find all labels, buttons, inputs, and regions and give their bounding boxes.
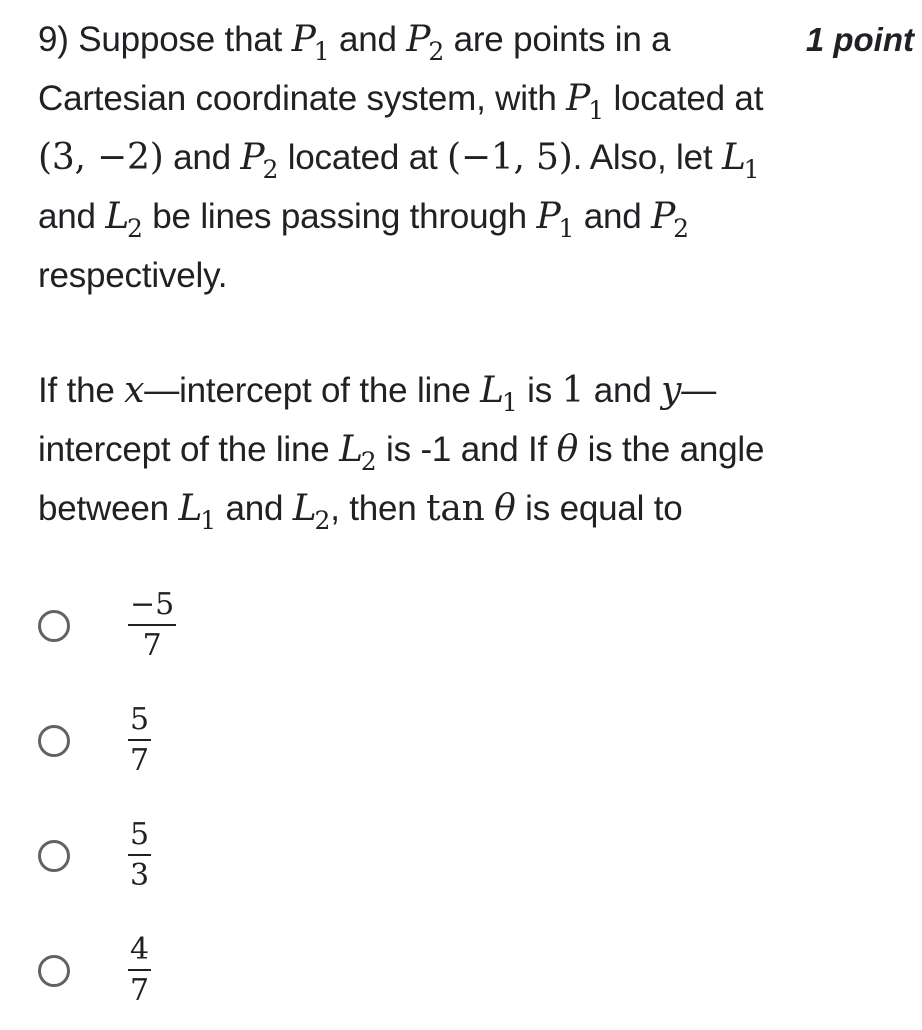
math-p1: P <box>566 78 591 119</box>
fraction-bar <box>128 969 151 971</box>
option-fraction <box>128 703 151 778</box>
fraction-bar <box>128 739 151 741</box>
math-value: 1 <box>561 370 585 411</box>
math-l1: L <box>721 137 746 178</box>
math-sub: 1 <box>200 506 216 535</box>
question-line-4 <box>38 187 918 246</box>
math-l1: L <box>480 370 504 411</box>
question-line-1 <box>38 10 918 69</box>
text-segment: and <box>38 197 96 236</box>
question-line-5 <box>38 246 918 305</box>
text-segment: — <box>681 371 717 410</box>
math-y: y <box>661 370 682 411</box>
text-segment: are points in a <box>453 20 671 59</box>
fraction-numerator: 5 <box>130 817 150 852</box>
math-tan: tan <box>426 488 485 529</box>
math-x: x <box>124 370 145 411</box>
text-segment: is <box>527 371 553 410</box>
option-fraction <box>128 933 151 1008</box>
text-segment: —intercept of the line <box>144 371 471 410</box>
text-segment: Cartesian coordinate system, with <box>38 79 557 118</box>
math-sub: 1 <box>588 96 604 125</box>
radio-button[interactable] <box>38 840 70 872</box>
math-l2: L <box>105 196 130 237</box>
fraction-bar <box>128 854 151 856</box>
text-segment: , then <box>330 489 417 528</box>
math-sub: 2 <box>428 37 445 66</box>
text-segment: is -1 and If <box>386 430 548 469</box>
math-l2: L <box>292 488 317 529</box>
math-l2: L <box>339 429 363 470</box>
option-fraction <box>128 818 151 893</box>
question-line-7 <box>38 420 918 479</box>
question-number: 9) <box>38 20 69 59</box>
question-line-3 <box>38 128 918 187</box>
text-segment: and <box>583 197 642 236</box>
math-sub: 2 <box>314 506 331 535</box>
text-segment: and <box>593 371 652 410</box>
math-p1: P <box>291 19 316 60</box>
radio-button[interactable] <box>38 610 70 642</box>
text-segment: intercept of the line <box>38 430 330 469</box>
fraction-denominator: 3 <box>130 858 150 893</box>
question-line-6 <box>38 361 918 420</box>
question-line-2 <box>38 69 918 128</box>
math-sub: 1 <box>501 388 518 417</box>
math-theta: θ <box>556 429 579 470</box>
text-segment: and <box>225 489 284 528</box>
option-fraction <box>128 588 176 663</box>
fraction-denominator: 7 <box>142 628 162 663</box>
math-coordinate: (3, −2) <box>38 137 164 178</box>
math-p1: P <box>536 196 561 237</box>
text-segment: is equal to <box>525 489 683 528</box>
text-segment: is the angle <box>587 430 765 469</box>
math-p2: P <box>240 137 265 178</box>
math-sub: 2 <box>360 447 377 476</box>
math-sub: 2 <box>262 155 279 184</box>
fraction-numerator: −5 <box>130 587 175 622</box>
text-segment: located at <box>287 138 438 177</box>
fraction-denominator: 7 <box>130 743 150 778</box>
math-sub: 2 <box>673 214 689 243</box>
math-sub: 1 <box>313 37 330 66</box>
text-segment: and <box>173 138 231 177</box>
text-segment: If the <box>38 371 115 410</box>
text-segment: respectively. <box>38 256 228 295</box>
fraction-numerator: 4 <box>130 932 150 967</box>
math-l1: L <box>178 488 203 529</box>
fraction-denominator: 7 <box>130 973 150 1008</box>
radio-button[interactable] <box>38 955 70 987</box>
text-segment: Suppose that <box>78 20 283 59</box>
math-coordinate: (−1, 5) <box>447 137 573 178</box>
text-segment: located at <box>613 79 764 118</box>
question-line-8 <box>38 479 918 538</box>
fraction-bar <box>128 624 176 626</box>
math-p2: P <box>651 196 676 237</box>
math-p2: P <box>406 19 431 60</box>
math-sub: 1 <box>558 214 575 243</box>
text-segment: and <box>338 20 397 59</box>
math-sub: 1 <box>743 155 760 184</box>
fraction-numerator: 5 <box>130 702 150 737</box>
radio-button[interactable] <box>38 725 70 757</box>
question-text <box>38 10 918 538</box>
text-segment: . Also, let <box>572 138 713 177</box>
math-sub: 2 <box>127 214 143 243</box>
paragraph-gap <box>38 305 918 361</box>
text-segment: be lines passing through <box>152 197 527 236</box>
math-theta: θ <box>494 488 516 529</box>
points-label: 1 point <box>805 21 914 58</box>
text-segment: between <box>38 489 169 528</box>
